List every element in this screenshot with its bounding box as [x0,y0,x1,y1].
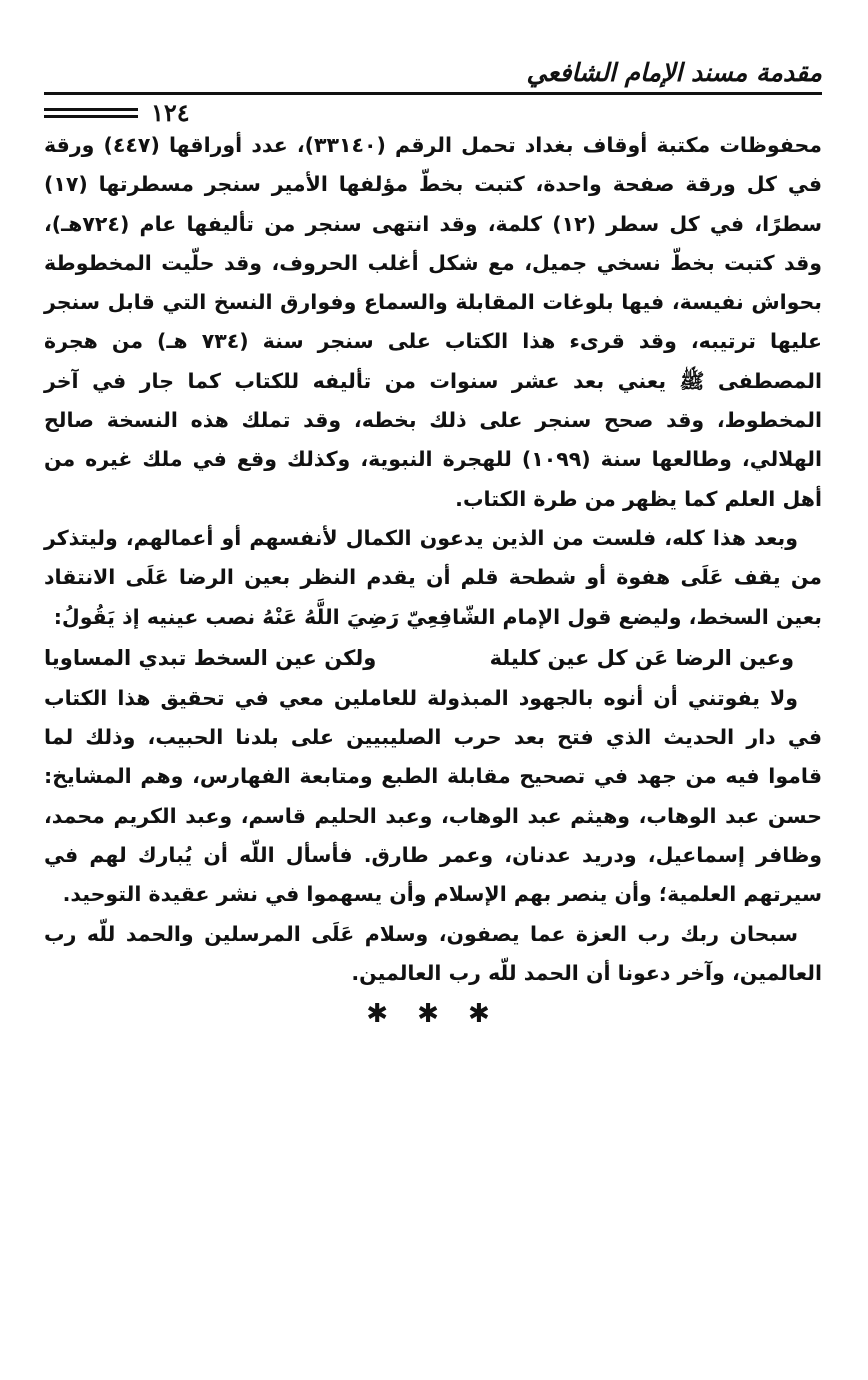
page-body [44,126,822,1035]
verse-first-hemistich: وعين الرضا عَن كل عين كليلة [489,645,794,670]
paragraph-closing-prayer: سبحان ربك رب العزة عما يصفون، وسلام عَلَى المرسلين والحمد للّه رب العالمين، وآخر دعونا أن الحمد للّه رب العالمين. [44,921,822,985]
page-number: ١٢٤ [151,98,190,127]
paragraph-acknowledgements: ولا يفوتني أن أنوه بالجهود المبذولة للعاملين معي في تحقيق هذا الكتاب في دار الحديث الذي فتح بعد حرب الصليبيين على بلدنا الحبيب، وذلك لما قاموا فيه من جهد في تصحيح مقابلة الطبع ومتابعة الفهارس، وهم المشايخ: حسن عبد الوهاب، وهيثم عبد الوهاب، وعبد الحليم قاسم، وعبد الكريم محمد، وظافر إسماعيل، ودريد عدنان، وعمر طارق. فأسأل اللّه أن يُبارك لهم في سيرتهم العلمية؛ وأن ينصر بهم الإسلام وأن يسهموا في نشر عقيدة التوحيد. [44,685,822,907]
page-number-rule-bottom [44,115,138,118]
header-rule [44,92,822,95]
asterism-ornament: ✱ ✱ ✱ [366,999,500,1030]
verse-second-hemistich: ولكن عين السخط تبدي المساويا [44,645,377,670]
page-number-rule-top [44,108,138,111]
page-header [44,58,822,127]
running-title: مقدمة مسند الإمام الشافعي [526,58,822,87]
poetry-verse [44,637,822,679]
paragraph-manuscript-description: محفوظات مكتبة أوقاف بغداد تحمل الرقم (٣٣١٤٠)، عدد أوراقها (٤٤٧) ورقة في كل ورقة صفحة واحدة، كتبت بخطّ مؤلفها الأمير سنجر مسطرتها (١٧) سطرًا، في كل سطر (١٢) كلمة، وقد انتهى سنجر من تأليفها عام (٧٢٤هـ)، وقد كتبت بخطّ نسخي جميل، مع شكل أغلب الحروف، وقد حلّيت المخطوطة بحواش نفيسة، فيها بلوغات المقابلة والسماع وفوارق النسخ التي قابل سنجر عليها ترتيبه، وقد قرىء هذا الكتاب على سنجر سنة (٧٣٤ هـ) من هجرة المصطفى ﷺ يعني بعد عشر سنوات من تأليفه للكتاب كما جار في آخر المخطوط، وقد صحح سنجر على ذلك بخطه، وقد تملك هذه النسخة صالح الهلالي، وطالعها سنة (١٠٩٩) للهجرة النبوية، وكذلك وقع في ملك غيره من أهل العلم كما يظهر من طرة الكتاب. [44,133,822,511]
paragraph-humility: وبعد هذا كله، فلست من الذين يدعون الكمال لأنفسهم أو أعمالهم، وليتذكر من يقف عَلَى هفوة أو شطحة قلم أن يقدم النظر بعين الرضا عَلَى الانتقاد بعين السخط، وليضع قول الإمام الشّافِعِيّ رَضِيَ اللَّهُ عَنْهُ نصب عينيه إذ يَقُولُ: [44,525,822,629]
